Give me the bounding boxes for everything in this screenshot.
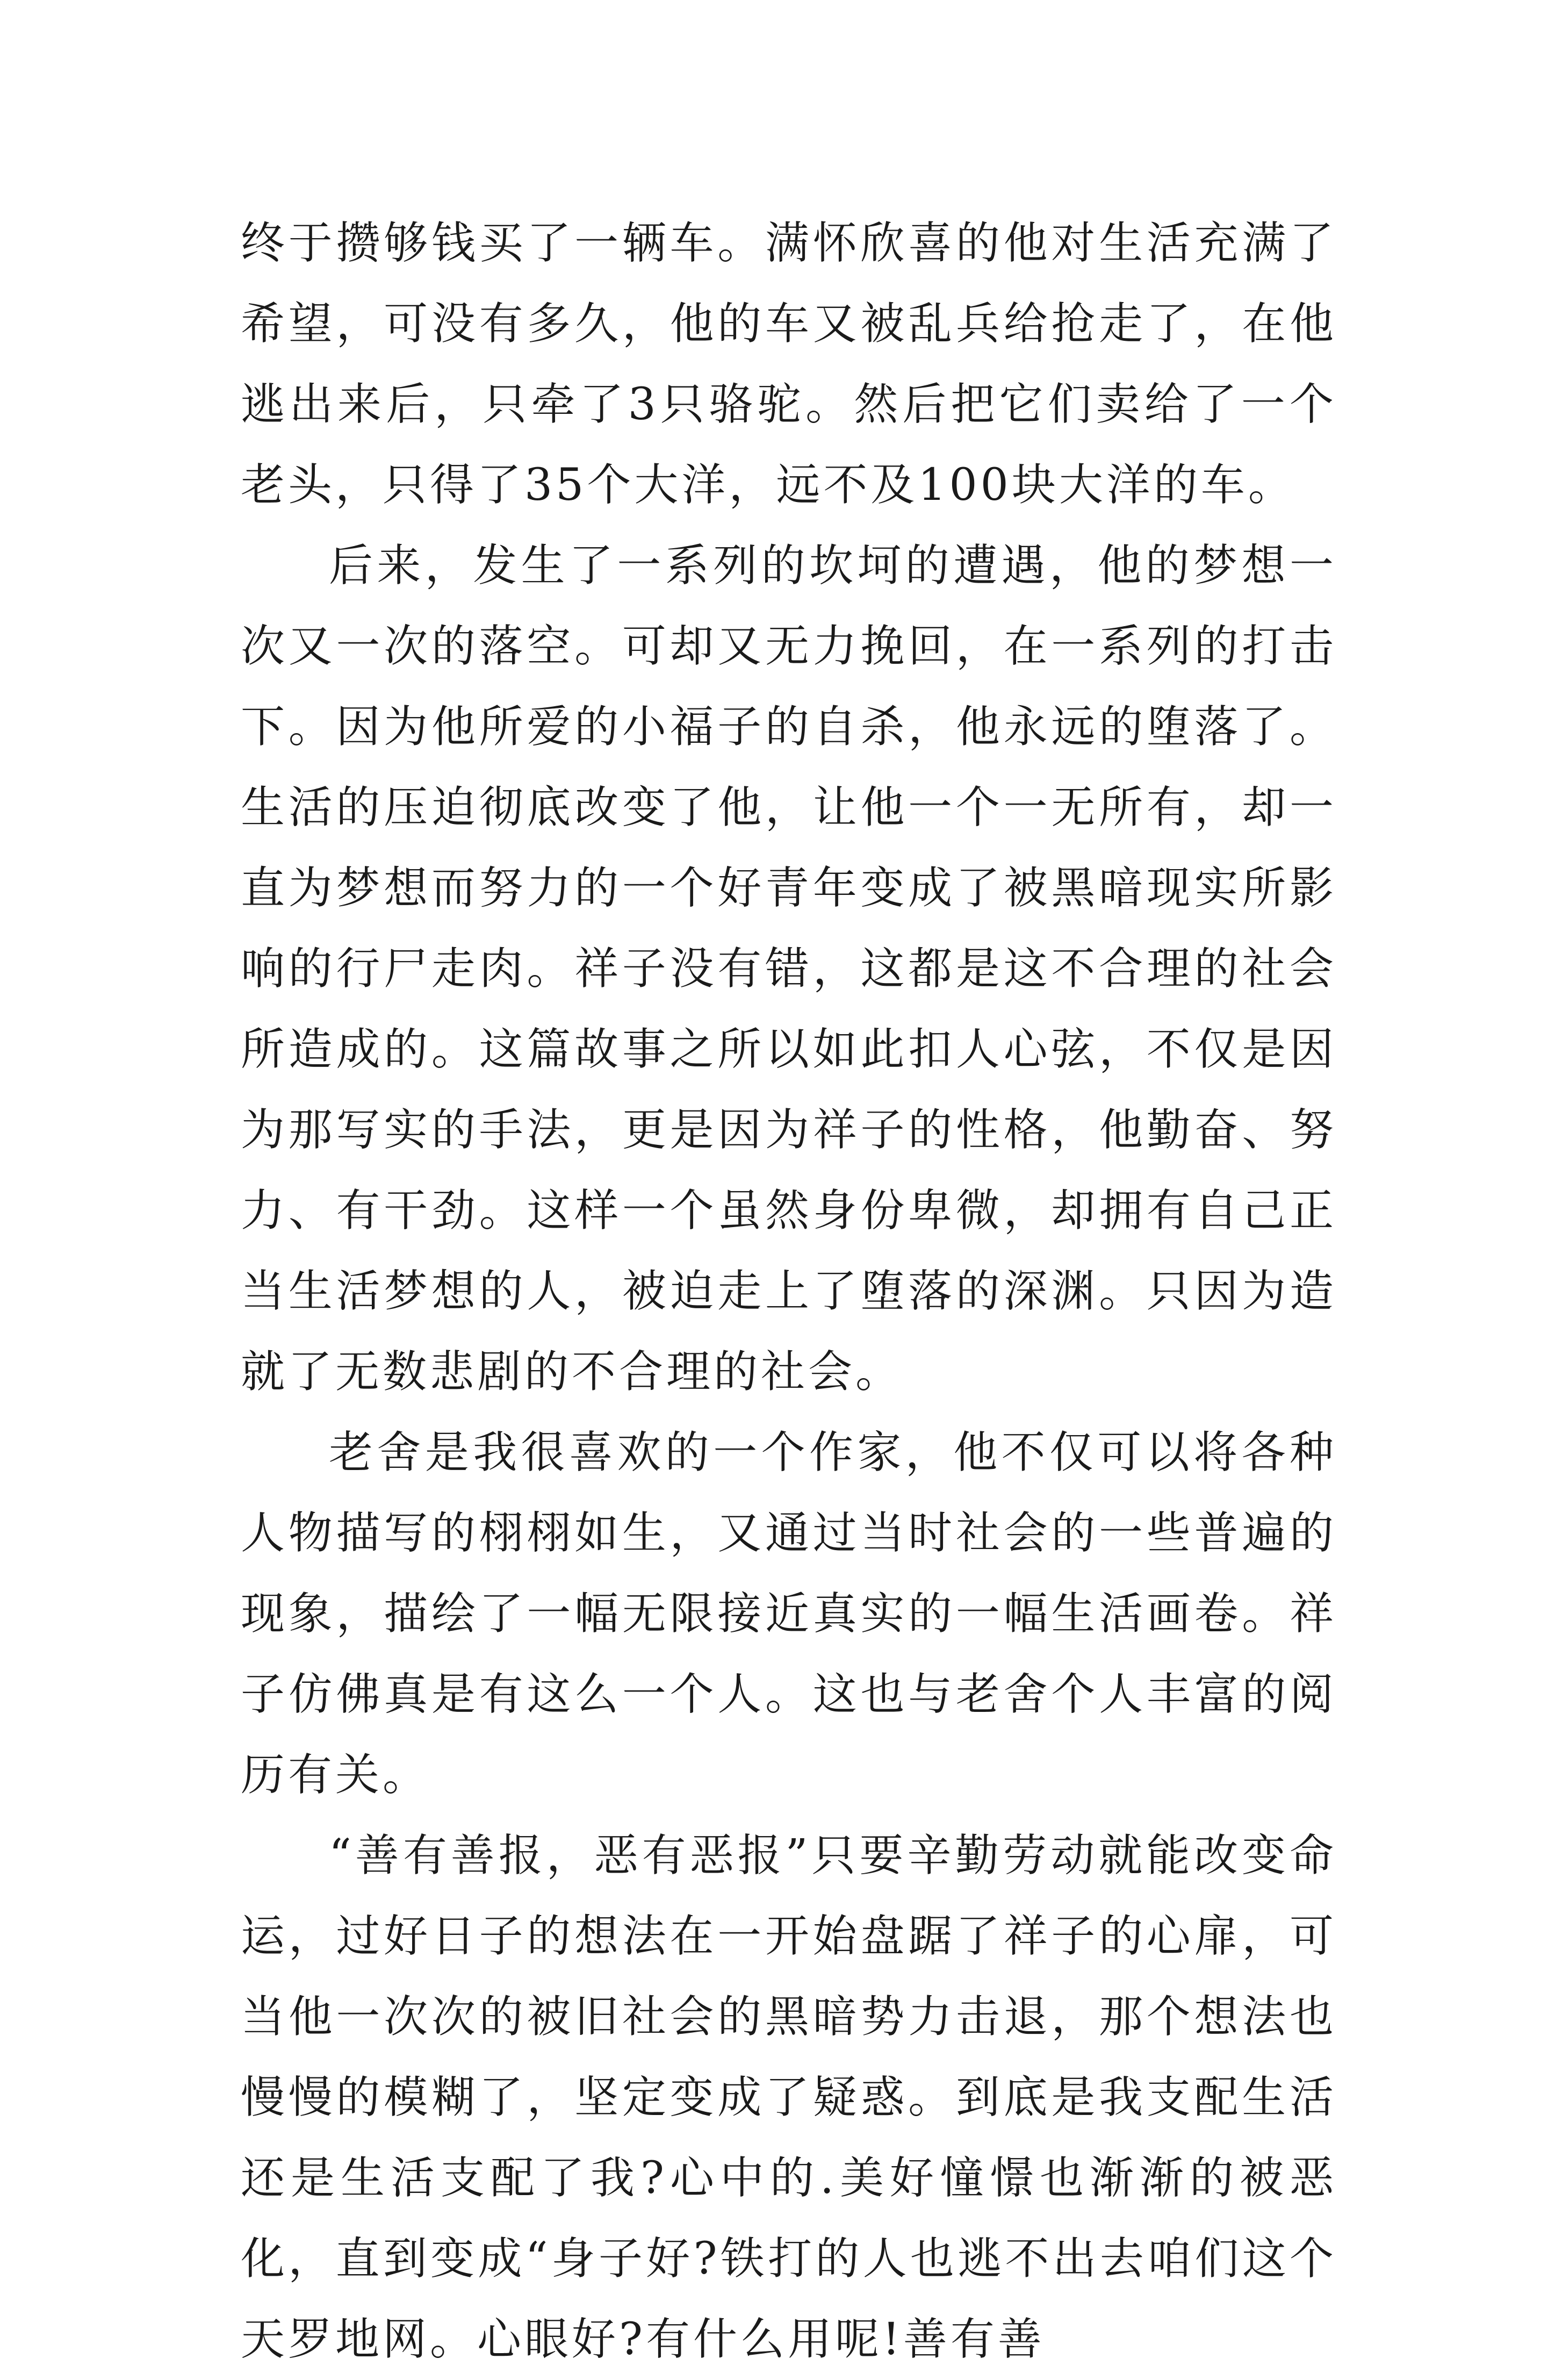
paragraph-3: 老舍是我很喜欢的一个作家，他不仅可以将各种人物描写的栩栩如生，又通过当时社会的一些普遍的现象，描绘了一幅无限接近真实的一幅生活画卷。祥子仿佛真是有这么一个人。这也与老舍个人丰富的阅历有关。 <box>241 1427 1337 1801</box>
paragraph-4: “善有善报，恶有恶报”只要辛勤劳动就能改变命运，过好日子的想法在一开始盘踞了祥子的心扉，可当他一次次的被旧社会的黑暗势力击退，那个想法也慢慢的模糊了，坚定变成了疑惑。到底是我支配生活还是生活支配了我?心中的.美好憧憬也渐渐的被恶化，直到变成“身子好?铁打的人也逃不出去咱们这个天罗地网。心眼好?有什么用呢!善有善 <box>241 1830 1337 2365</box>
paragraph-1: 终于攒够钱买了一辆车。满怀欣喜的他对生活充满了希望，可没有多久，他的车又被乱兵给抢走了，在他逃出来后，只牵了3只骆驼。然后把它们卖给了一个老头，只得了35个大洋，远不及100块大洋的车。 <box>241 218 1337 511</box>
paragraph-2: 后来，发生了一系列的坎坷的遭遇，他的梦想一次又一次的落空。可却又无力挽回，在一系列的打击下。因为他所爱的小福子的自杀，他永远的堕落了。生活的压迫彻底改变了他，让他一个一无所有，却一直为梦想而努力的一个好青年变成了被黑暗现实所影响的行尸走肉。祥子没有错，这都是这不合理的社会所造成的。这篇故事之所以如此扣人心弦，不仅是因为那写实的手法，更是因为祥子的性格，他勤奋、努力、有干劲。这样一个虽然身份卑微，却拥有自己正当生活梦想的人，被迫走上了堕落的深渊。只因为造就了无数悲剧的不合理的社会。 <box>241 540 1337 1397</box>
document-body <box>241 203 1337 2380</box>
